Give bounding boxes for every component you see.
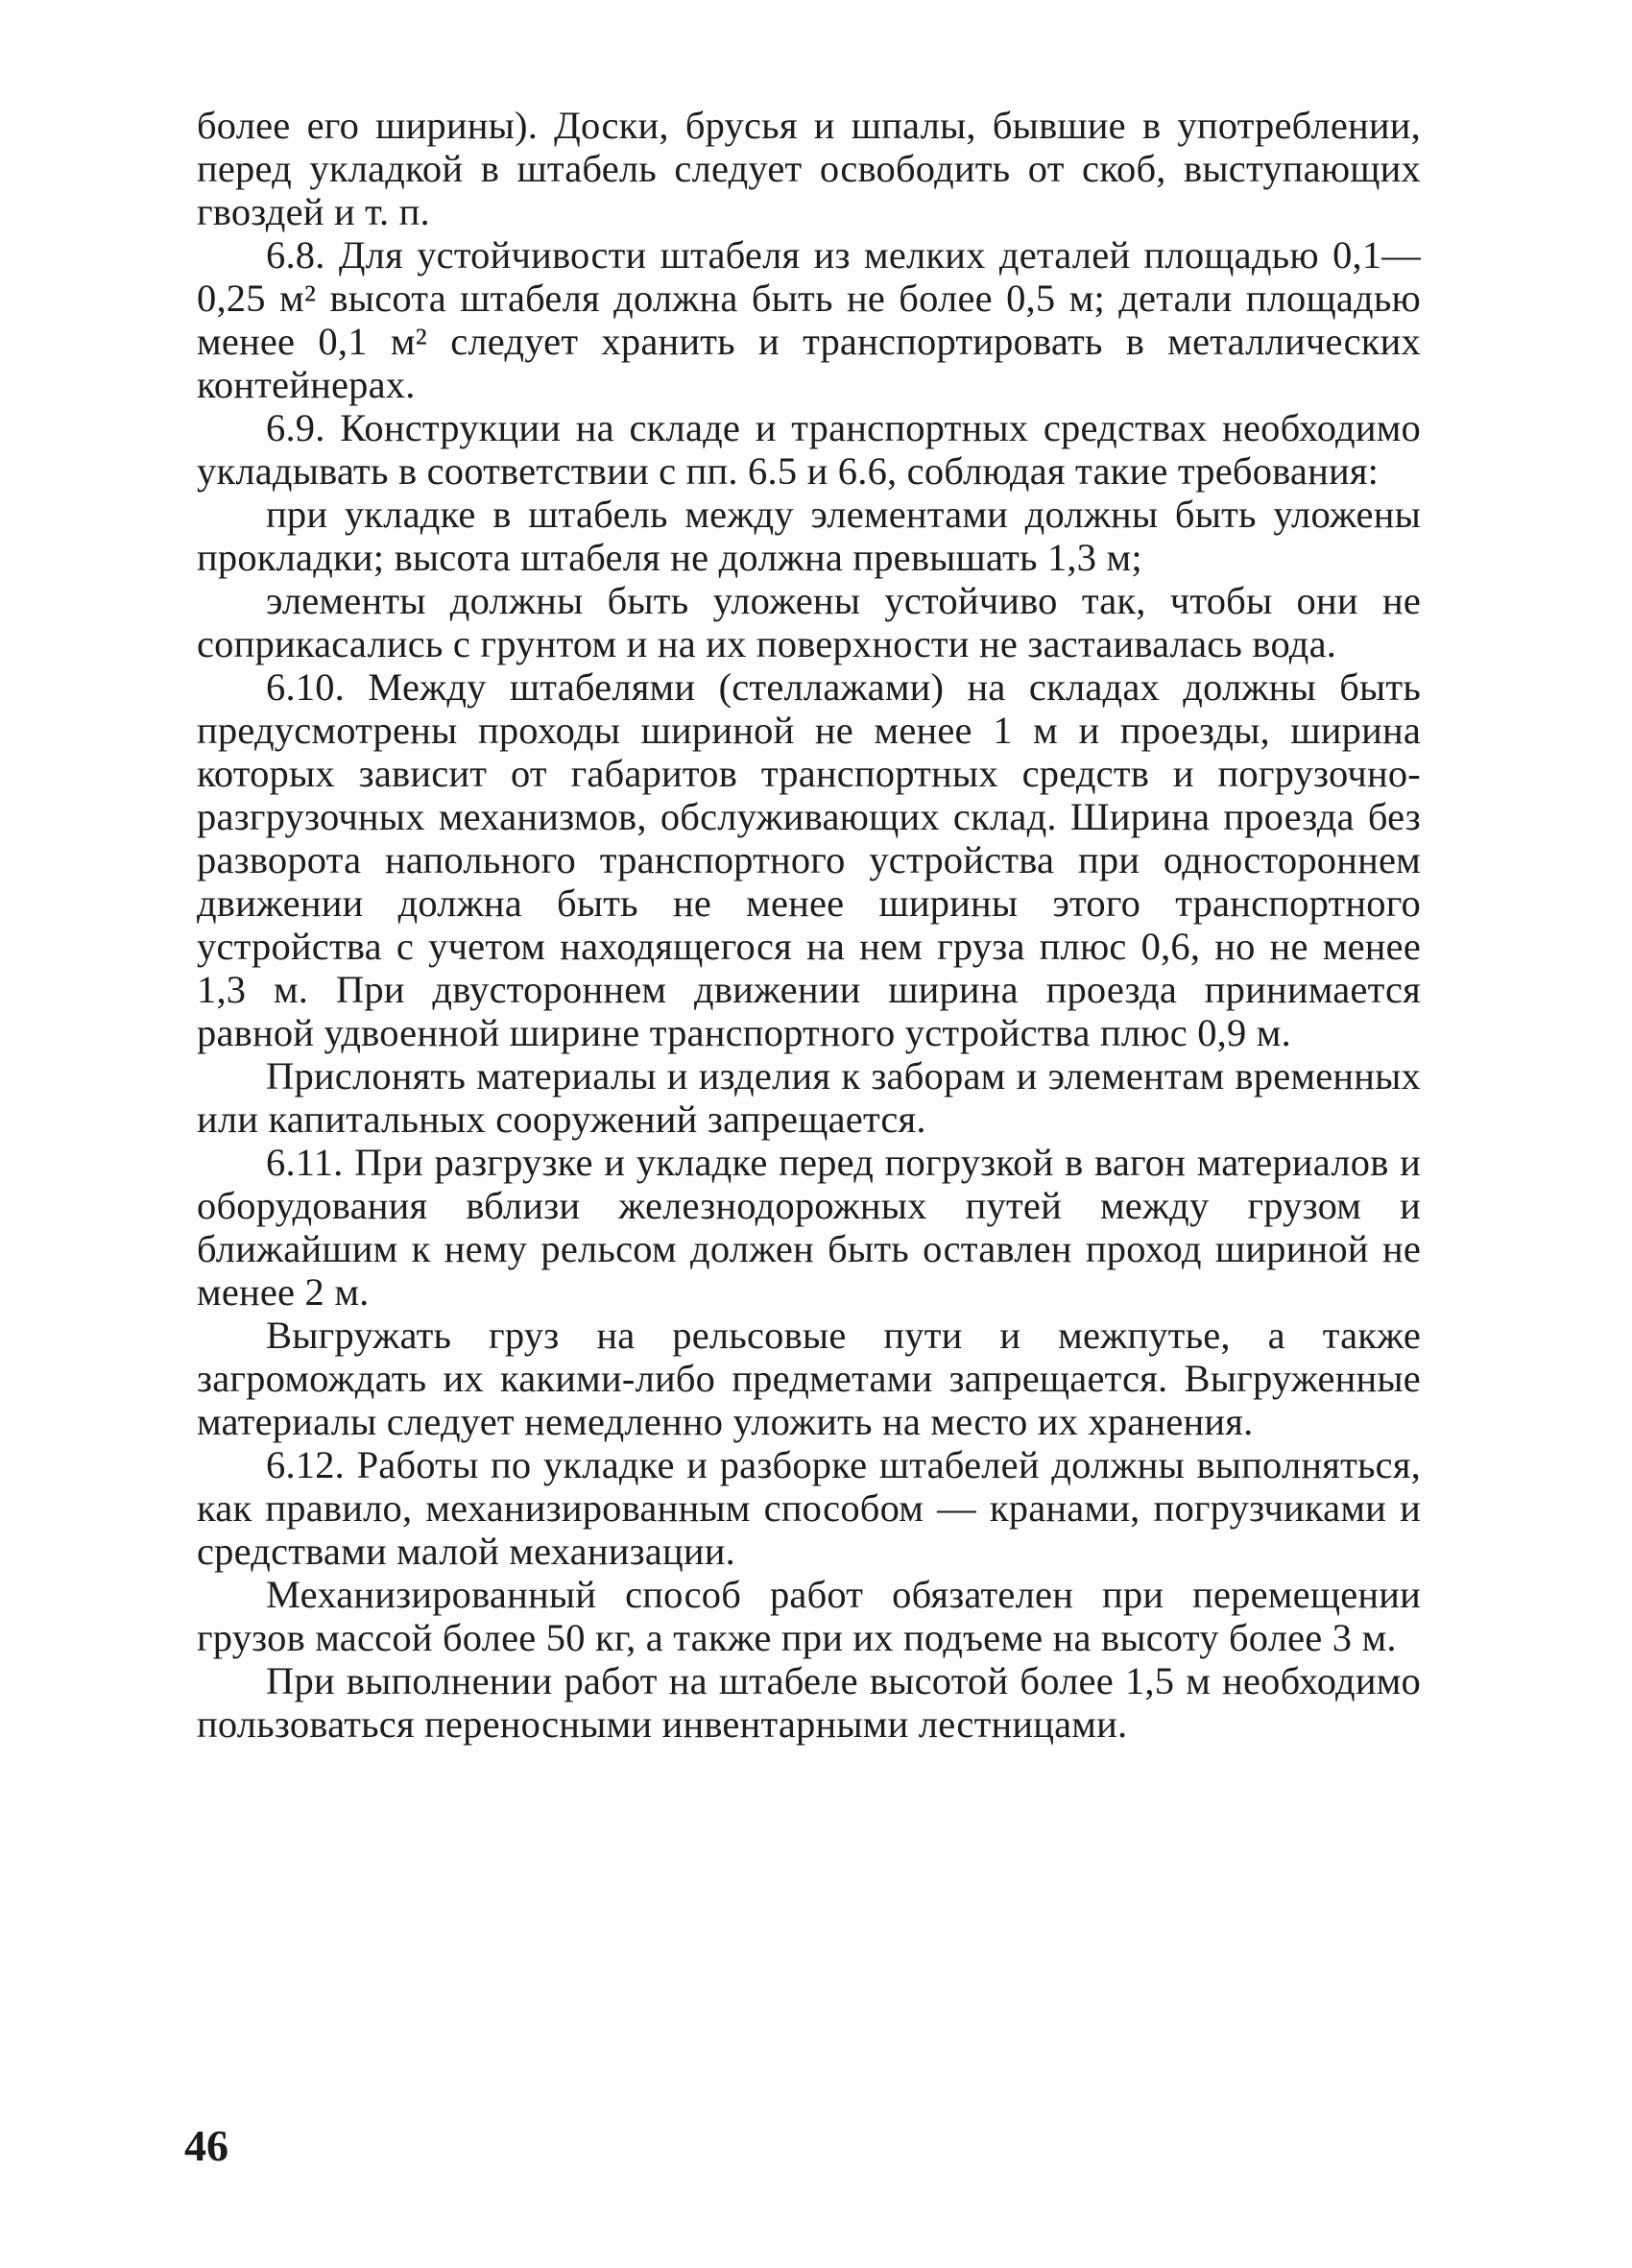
paragraph: Выгружать груз на рельсовые пути и межпутье, а также загромождать их какими-либо предметами запрещается. Выгруженные материалы следует немедленно уложить на место их хранения. (197, 1314, 1421, 1443)
paragraph: более его ширины). Доски, брусья и шпалы, бывшие в употреблении, перед укладкой в штабель следует освободить от скоб, выступающих гвоздей и т. п. (197, 104, 1421, 233)
paragraph: 6.10. Между штабелями (стеллажами) на складах должны быть предусмотрены проходы шириной не менее 1 м и проезды, ширина которых зависит от габаритов транспортных средств и погрузочно-разгрузочных механизмов, обслуживающих склад. Ширина проезда без разворота напольного транспортного устройства при одностороннем движении должна быть не менее ширины этого транспортного устройства с учетом находящегося на нем груза плюс 0,6, но не менее 1,3 м. При двустороннем движении ширина проезда принимается равной удвоенной ширине транспортного устройства плюс 0,9 м. (197, 665, 1421, 1054)
body-text (197, 104, 1421, 1746)
paragraph: при укладке в штабель между элементами должны быть уложены прокладки; высота штабеля не должна превышать 1,3 м; (197, 493, 1421, 579)
paragraph: Механизированный способ работ обязателен при перемещении грузов массой более 50 кг, а также при их подъеме на высоту более 3 м. (197, 1573, 1421, 1659)
paragraph: 6.12. Работы по укладке и разборке штабелей должны выполняться, как правило, механизированным способом — кранами, погрузчиками и средствами малой механизации. (197, 1443, 1421, 1573)
paragraph: элементы должны быть уложены устойчиво так, чтобы они не соприкасались с грунтом и на их поверхности не застаивалась вода. (197, 579, 1421, 665)
paragraph: Прислонять материалы и изделия к заборам и элементам временных или капитальных сооружений запрещается. (197, 1054, 1421, 1141)
paragraph: При выполнении работ на штабеле высотой более 1,5 м необходимо пользоваться переносными инвентарными лестницами. (197, 1659, 1421, 1746)
page-number: 46 (184, 2121, 228, 2170)
paragraph: 6.11. При разгрузке и укладке перед погрузкой в вагон материалов и оборудования вблизи железнодорожных путей между грузом и ближайшим к нему рельсом должен быть оставлен проход шириной не менее 2 м. (197, 1141, 1421, 1314)
paragraph: 6.9. Конструкции на складе и транспортных средствах необходимо укладывать в соответствии с пп. 6.5 и 6.6, соблюдая такие требования: (197, 406, 1421, 493)
paragraph: 6.8. Для устойчивости штабеля из мелких деталей площадью 0,1—0,25 м² высота штабеля должна быть не более 0,5 м; детали площадью менее 0,1 м² следует хранить и транспортировать в металлических контейнерах. (197, 233, 1421, 406)
